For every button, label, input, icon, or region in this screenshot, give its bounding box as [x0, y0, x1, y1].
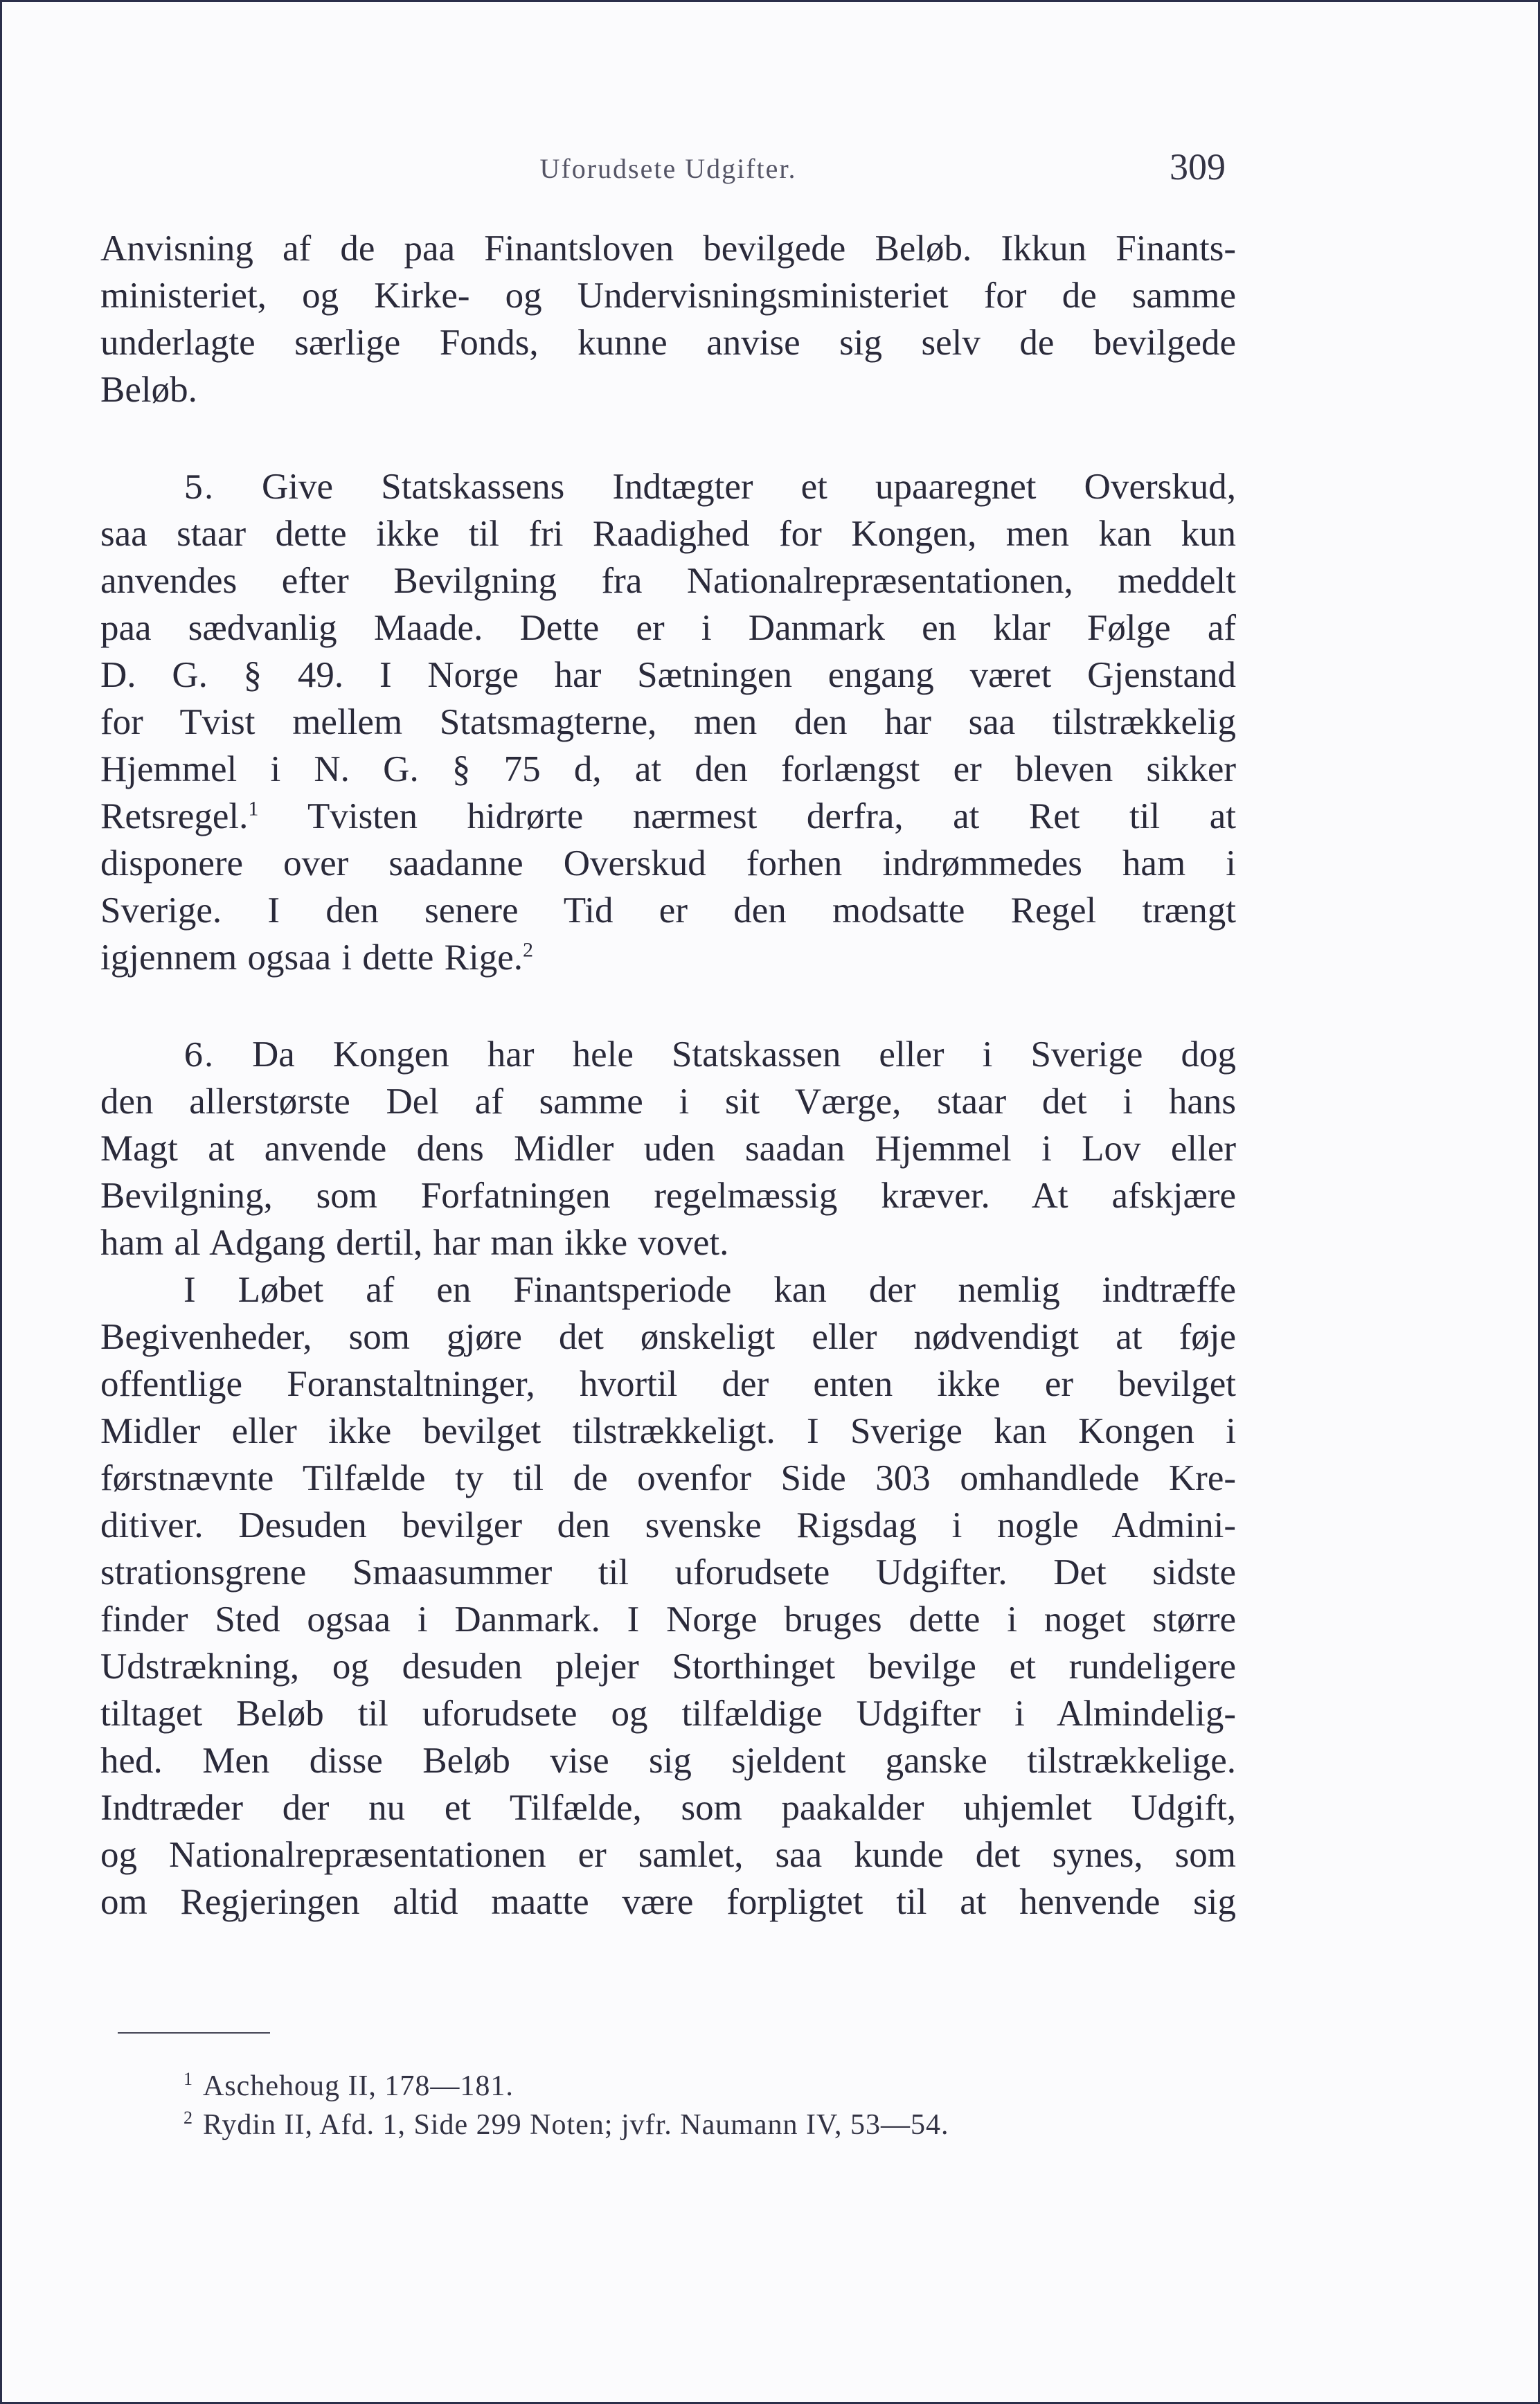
text-line: paa sædvanlig Maade. Dette er i Danmark en klar Følge af [100, 608, 1236, 648]
page-number: 309 [1170, 146, 1226, 188]
text-line: ministeriet, og Kirke- og Undervisningsministeriet for de samme [100, 276, 1236, 316]
text-line: D. G. § 49. I Norge har Sætningen engang været Gjenstand [100, 655, 1236, 695]
line-text: Da Kongen har hele Statskassen eller i Sverige dog [252, 1034, 1236, 1075]
text-line [100, 793, 1236, 840]
text-line [100, 1031, 1236, 1078]
text-line: offentlige Foranstaltninger, hvortil der enten ikke er bevilget [100, 1364, 1236, 1404]
text-line: Midler eller ikke bevilget tilstrækkeligt. I Sverige kan Kongen i [100, 1411, 1236, 1451]
section-6 [100, 1031, 1236, 1266]
footnote-text: Aschehoug II, 178—181. [203, 2070, 514, 2102]
text-line: Indtræder der nu et Tilfælde, som paakalder uhjemlet Udgift, [100, 1788, 1236, 1828]
section-number: 5. [183, 469, 214, 506]
text-line: I Løbet af en Finantsperiode kan der nemlig indtræffe [183, 1270, 1236, 1310]
text-line: tiltaget Beløb til uforudsete og tilfældige Udgifter i Almindelig- [100, 1694, 1236, 1734]
text-line: Sverige. I den senere Tid er den modsatte Regel trængt [100, 890, 1236, 931]
text-line: finder Sted ogsaa i Danmark. I Norge bruges dette i noget større [100, 1599, 1236, 1640]
paragraph-gap [100, 981, 1236, 1031]
text-line: Anvisning af de paa Finantsloven bevilgede Beløb. Ikkun Finants- [100, 228, 1236, 269]
paragraph [100, 1266, 1236, 1926]
line-text: Tvisten hidrørte nærmest derfra, at Ret til at [258, 796, 1236, 836]
text-line: og Nationalrepræsentationen er samlet, saa kunde det synes, som [100, 1835, 1236, 1875]
running-title: Uforudsete Udgifter. [539, 153, 797, 184]
text-line: Beløb. [100, 370, 197, 410]
text-line: saa staar dette ikke til fri Raadighed for Kongen, men kan kun [100, 514, 1236, 554]
section-number: 6. [183, 1037, 214, 1074]
text-line [100, 463, 1236, 510]
footnotes [183, 2060, 1153, 2141]
text-line: førstnævnte Tilfælde ty til de ovenfor Side 303 omhandlede Kre- [100, 1458, 1236, 1498]
footnote [183, 2099, 1153, 2141]
text-line: den allerstørste Del af samme i sit Værge, staar det i hans [100, 1082, 1236, 1122]
text-line: Begivenheder, som gjøre det ønskeligt eller nødvendigt at føje [100, 1317, 1236, 1357]
text-line: ditiver. Desuden bevilger den svenske Rigsdag i nogle Admini- [100, 1505, 1236, 1545]
text-line: Magt at anvende dens Midler uden saadan Hjemmel i Lov eller [100, 1129, 1236, 1169]
footnote-reference: 1 [248, 797, 259, 820]
text-line: underlagte særlige Fonds, kunne anvise sig selv de bevilgede [100, 323, 1236, 363]
text-line: Bevilgning, som Forfatningen regelmæssig kræver. At afskjære [100, 1176, 1236, 1216]
text-line: disponere over saadanne Overskud forhen indrømmedes ham i [100, 843, 1236, 883]
footnote-mark: 1 [183, 2069, 193, 2089]
footnote-mark: 2 [183, 2108, 193, 2128]
text-line: om Regjeringen altid maatte være forpligtet til at henvende sig [100, 1882, 1236, 1922]
line-text: igjennem ogsaa i dette Rige. [100, 938, 523, 978]
footnote-text: Rydin II, Afd. 1, Side 299 Noten; jvfr. Naumann IV, 53—54. [203, 2109, 949, 2141]
paragraph-continuation [100, 225, 1236, 413]
text-line [100, 934, 1236, 981]
text-line: strationsgrene Smaasummer til uforudsete Udgifter. Det sidste [100, 1552, 1236, 1593]
text-line: hed. Men disse Beløb vise sig sjeldent ganske tilstrækkelige. [100, 1741, 1236, 1781]
text-line: ham al Adgang dertil, har man ikke vovet. [100, 1223, 729, 1263]
section-5 [100, 463, 1236, 981]
text-line: anvendes efter Bevilgning fra Nationalrepræsentationen, meddelt [100, 561, 1236, 601]
body-text [100, 225, 1236, 1926]
text-line: Hjemmel i N. G. § 75 d, at den forlængst er bleven sikker [100, 749, 1236, 789]
line-text: Give Statskassens Indtægter et upaaregnet Overskud, [262, 467, 1236, 507]
line-text: Retsregel. [100, 796, 249, 836]
paragraph-gap [100, 413, 1236, 463]
footnote-reference: 2 [522, 938, 533, 962]
footnotes-divider [118, 2032, 270, 2034]
text-line: for Tvist mellem Statsmagterne, men den har saa tilstrækkelig [100, 702, 1236, 742]
page-header [100, 145, 1236, 201]
text-line: Udstrækning, og desuden plejer Storthinget bevilge et rundeligere [100, 1647, 1236, 1687]
footnote [183, 2060, 1153, 2102]
